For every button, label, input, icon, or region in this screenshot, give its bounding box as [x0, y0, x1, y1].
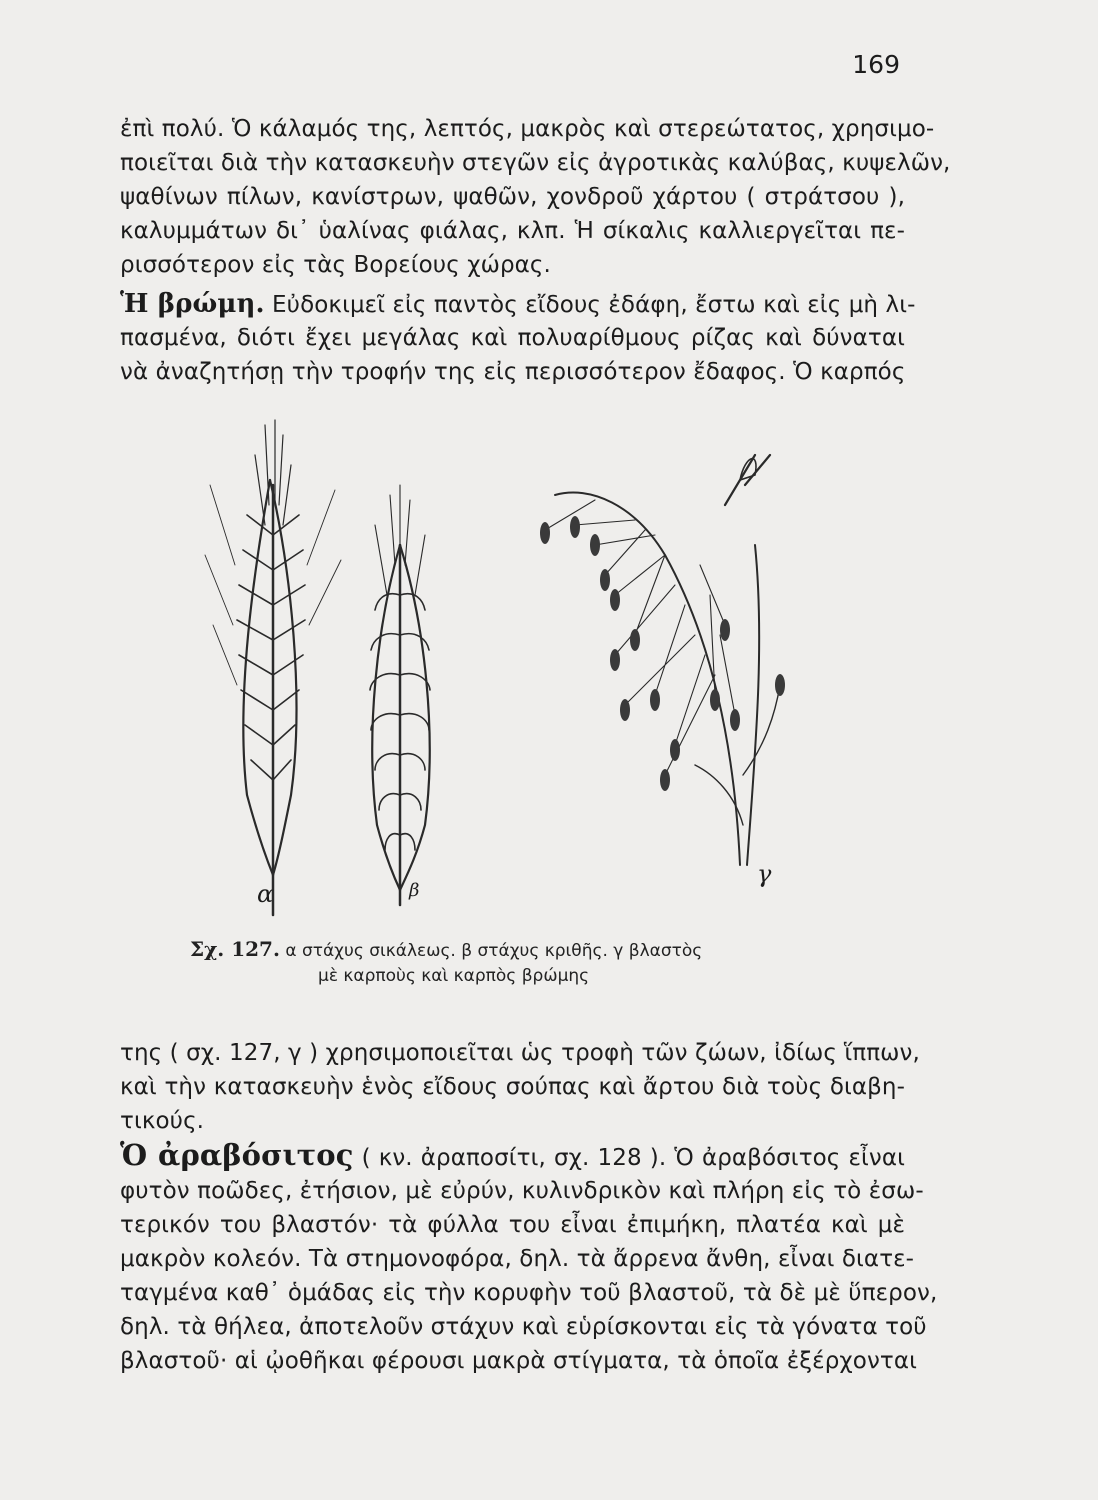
text-line: φυτὸν ποῶδες, ἐτήσιον, μὲ εὐρύν, κυλινδρικὸν καὶ πλήρη εἰς τὸ ἐσω-: [120, 1178, 924, 1204]
barley-spike-drawing: [370, 485, 430, 905]
oat-panicle-drawing: [545, 455, 780, 865]
text-line: καὶ τὴν κατασκευὴν ἑνὸς εἴδους σούπας καὶ ἄρτου διὰ τοὺς διαβη-: [120, 1074, 905, 1100]
paragraph-first-line: [120, 1140, 905, 1173]
text-line: της ( σχ. 127, γ ) χρησιμοποιεῖται ὡς τροφὴ τῶν ζώων, ἰδίως ἵππων,: [120, 1040, 920, 1066]
text-line: ποιεῖται διὰ τὴν κατασκευὴν στεγῶν εἰς ἀγροτικὰς καλύβας, κυψελῶν,: [120, 150, 951, 176]
text-line: νὰ ἀναζητήσῃ τὴν τροφήν της εἰς περισσότερον ἔδαφος. Ὁ καρπός: [120, 359, 906, 385]
text-line: ρισσότερον εἰς τὰς Βορείους χώρας.: [120, 252, 551, 278]
text-line: τικούς.: [120, 1108, 205, 1134]
text-line: καλυμμάτων δι᾽ ὑαλίνας φιάλας, κλπ. Ἡ σίκαλις καλλιεργεῖται πε-: [120, 218, 905, 244]
section-heading-maize: Ὁ ἀραβόσιτος: [120, 1138, 354, 1172]
caption-line-1: α στάχυς σικάλεως. β στάχυς κριθῆς. γ βλαστὸς: [285, 941, 703, 961]
rye-spike-drawing: [205, 420, 341, 915]
figure-label-c: γ: [757, 860, 772, 888]
text-line: τερικόν του βλαστόν· τὰ φύλλα του εἶναι ἐπιμήκη, πλατέα καὶ μὲ: [120, 1212, 905, 1238]
text-line: δηλ. τὰ θήλεα, ἀποτελοῦν στάχυν καὶ εὑρίσκονται εἰς τὰ γόνατα τοῦ: [120, 1314, 927, 1340]
text-line: μακρὸν κολεόν. Τὰ στημονοφόρα, δηλ. τὰ ἄρρενα ἄνθη, εἶναι διατε-: [120, 1246, 915, 1272]
caption-line-2: μὲ καρποὺς καὶ καρπὸς βρώμης: [318, 966, 590, 986]
figure-label-b: β: [409, 880, 420, 901]
text-segment: ( κν. ἀραποσίτι, σχ. 128 ). Ὁ ἀραβόσιτος εἶναι: [361, 1145, 905, 1171]
paragraph-first-line: [120, 289, 916, 320]
text-line: πασμένα, διότι ἔχει μεγάλας καὶ πολυαρίθμους ρίζας καὶ δύναται: [120, 325, 905, 351]
plant-illustration: [195, 395, 915, 935]
text-line: ψαθίνων πίλων, κανίστρων, ψαθῶν, χονδροῦ χάρτου ( στράτσου ),: [120, 184, 905, 210]
text-line: ταγμένα καθ᾽ ὁμάδας εἰς τὴν κορυφὴν τοῦ βλαστοῦ, τὰ δὲ μὲ ὕπερον,: [120, 1280, 938, 1306]
section-heading-oats: Ἡ βρώμη.: [120, 289, 265, 319]
figure-label-a: α: [257, 880, 274, 908]
page-number: 169: [852, 50, 900, 79]
text-segment: Εὐδοκιμεῖ εἰς παντὸς εἴδους ἐδάφη, ἔστω καὶ εἰς μὴ λι-: [272, 292, 916, 318]
figure-127: [195, 395, 915, 935]
text-line: ἐπὶ πολύ. Ὁ κάλαμός της, λεπτός, μακρὸς καὶ στερεώτατος, χρησιμο-: [120, 116, 935, 142]
figure-number: Σχ. 127.: [190, 937, 280, 961]
figure-caption: [190, 937, 830, 989]
text-line: βλαστοῦ· αἱ ᾠοθῆκαι φέρουσι μακρὰ στίγματα, τὰ ὁποῖα ἐξέρχονται: [120, 1348, 917, 1374]
